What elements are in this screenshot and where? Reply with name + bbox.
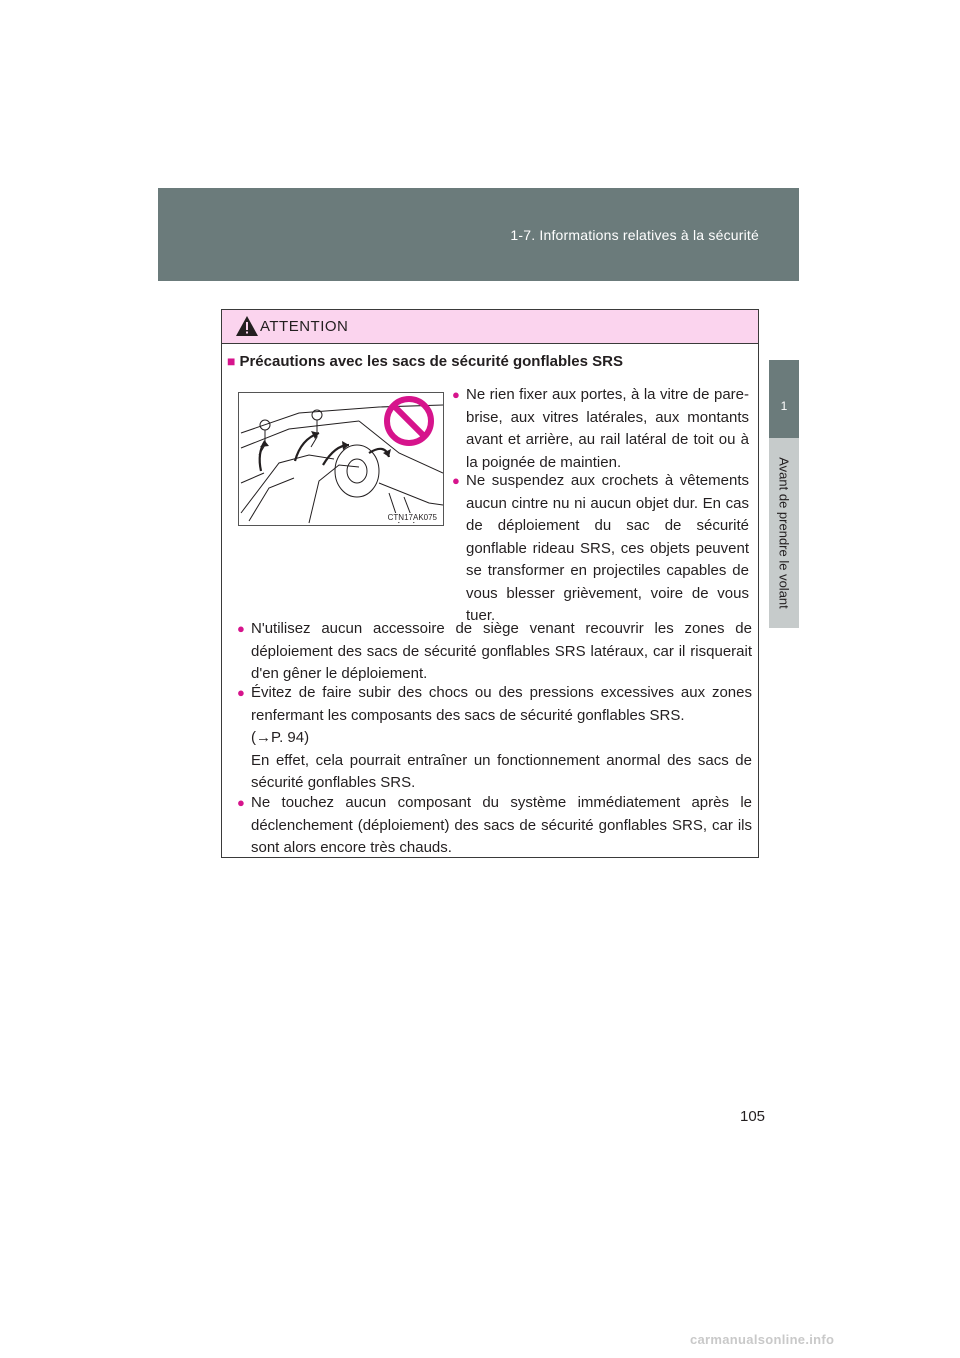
section-heading-text: Précautions avec les sacs de sécurité gonflables SRS: [239, 353, 623, 370]
square-bullet-icon: ■: [227, 353, 236, 369]
list-item-text: Ne touchez aucun composant du système immédiatement après le déclenchement (déploiement) des sacs de sécurité gonflables SRS, car ils sont alors encore très chauds.: [251, 794, 752, 856]
chapter-label-tab: [769, 438, 799, 628]
list-item: [237, 682, 752, 795]
list-item: [237, 618, 752, 686]
attention-header: [222, 310, 758, 344]
list-item-text: Ne rien fixer aux portes, à la vitre de pare-brise, aux vitres latérales, aux montants avant et arrière, au rail latéral de toit ou à la poignée de maintien.: [466, 386, 749, 471]
attention-title: ATTENTION: [260, 318, 349, 335]
list-item-text: N'utilisez aucun accessoire de siège venant recouvrir les zones de déploiement des sacs de sécurité gonflables SRS latéraux, car il risquerait d'en gêner le déploiement.: [251, 620, 752, 682]
bullet-dot-icon: ●: [452, 387, 460, 402]
watermark: carmanualsonline.info: [690, 1332, 835, 1347]
chapter-tab: [769, 360, 799, 438]
warning-triangle-icon: [235, 315, 259, 337]
section-title: 1-7. Informations relatives à la sécurité: [510, 227, 759, 243]
list-item-text: Ne suspendez aux crochets à vêtements aucun cintre nu ni aucun objet dur. En cas de déploiement du sac de sécurité gonflable rideau SRS, ces objets peuvent se transformer en projectiles capables de vous blesser grièvement, voire de vous tuer.: [466, 472, 749, 624]
attention-box: [221, 309, 759, 858]
header-band: [158, 188, 799, 281]
bullet-dot-icon: ●: [237, 685, 245, 700]
list-item: [237, 792, 752, 860]
bullet-dot-icon: ●: [452, 473, 460, 488]
list-item-text: En effet, cela pourrait entraîner un fonctionnement anormal des sacs de sécurité gonflables SRS.: [251, 751, 752, 791]
chapter-number: 1: [780, 399, 788, 413]
list-item: [452, 470, 749, 628]
bullet-dot-icon: ●: [237, 795, 245, 810]
page-number: 105: [740, 1108, 766, 1125]
airbag-illustration: [238, 392, 444, 526]
page-reference: (→P. 94): [251, 729, 310, 746]
chapter-label: Avant de prendre le volant: [776, 457, 792, 609]
car-interior-drawing: [239, 393, 443, 525]
list-item: [452, 384, 749, 474]
list-item-text: Évitez de faire subir des chocs ou des pressions excessives aux zones renfermant les composants des sacs de sécurité gonflables SRS.: [251, 684, 752, 724]
bullet-dot-icon: ●: [237, 621, 245, 636]
section-heading: [227, 353, 623, 370]
illustration-code: CTN17AK075: [387, 513, 437, 522]
